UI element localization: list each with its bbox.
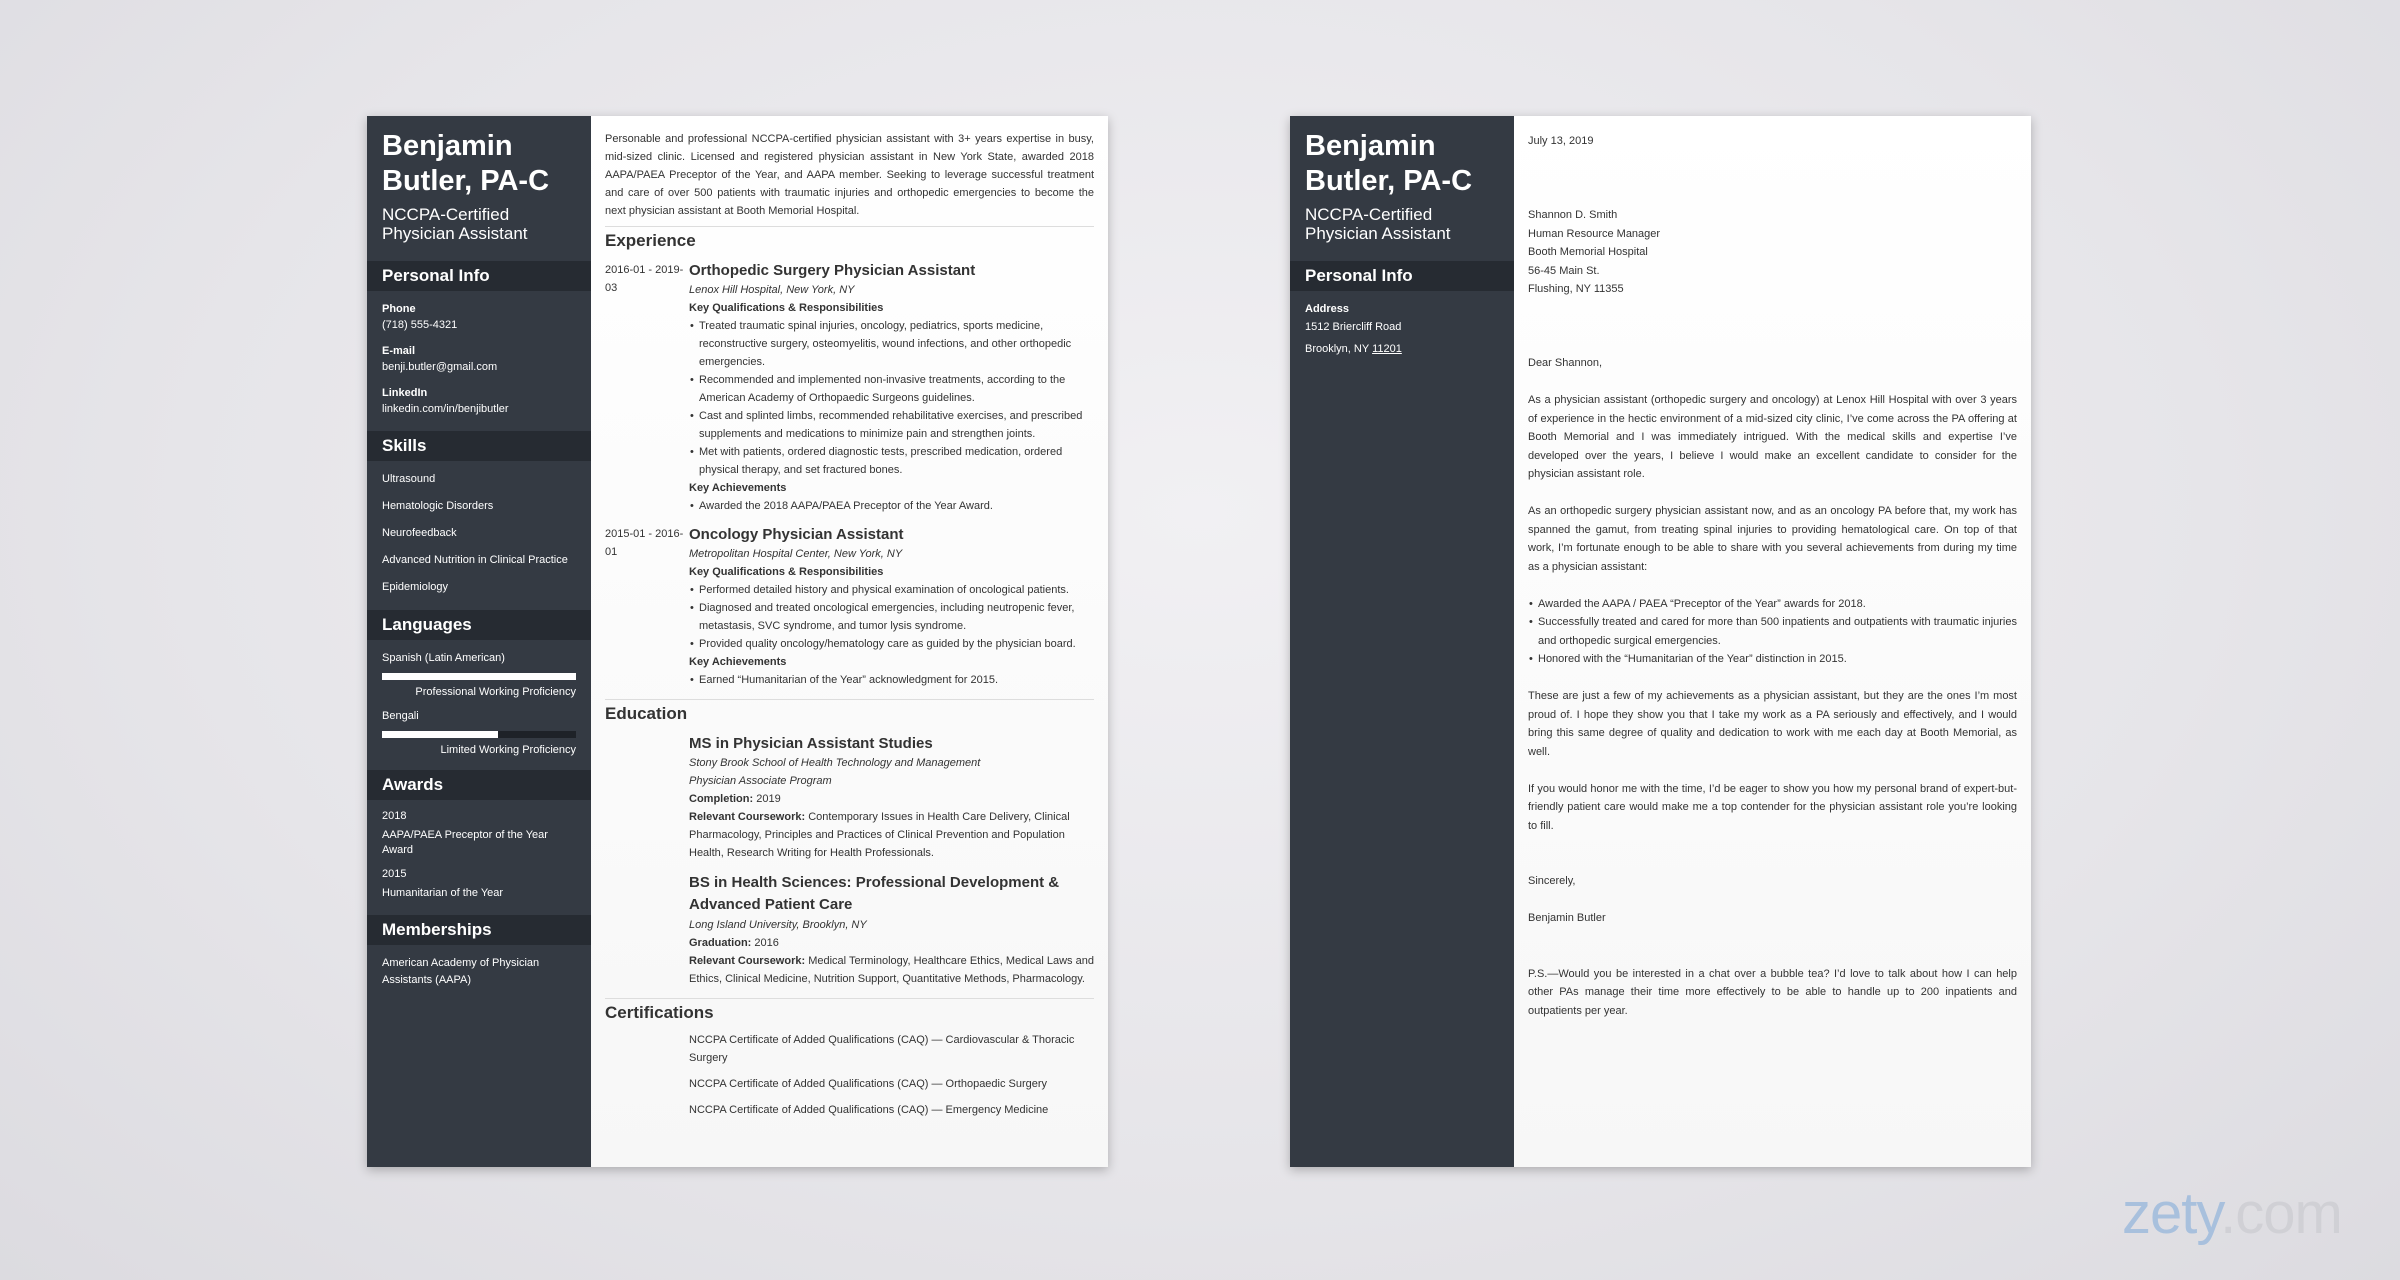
job-achievement: • Awarded the 2018 AAPA/PAEA Preceptor of the Year Award. [699,497,1094,515]
job-company: Lenox Hill Hospital, New York, NY [689,284,855,296]
experience-heading: Experience [605,226,1094,255]
letter-date: July 13, 2019 [1528,135,1594,147]
language-name: Bengali [382,710,419,722]
award-name: Humanitarian of the Year [382,887,504,899]
coursework-label: Relevant Coursework: [689,955,806,967]
address-zip: 11201 [1372,343,1402,355]
coursework-value: Contemporary Issues in Health Care Delivery, Clinical Pharmacology, Principles and Practices of Clinical Prevention and Population Health, Research Writing for Health Professionals. [689,811,1070,859]
job-title: Orthopedic Surgery Physician Assistant [689,262,976,279]
languages-heading: Languages [367,610,591,640]
letter-paragraph: If you would honor me with the time, I’d be eager to show you how my personal brand of expert-but-friendly patient care would make me a top contender for the physician assistant role you’re looking to fill. [1528,782,2017,832]
address-line: Brooklyn, NY 11201 [1305,343,1402,355]
letter-paragraph: As a physician assistant (orthopedic surgery and oncology) at Lenox Hill Hospital with over 3 years of experience in the hectic environment of a mid-sized city clinic, I’ve come across the PA offering at Booth Memorial and I was immediately intrigued. With the medical skills and expertise I’ve developed over the years, I believe I would make an excellent candidate to consider for the physician assistant role. [1528,394,2017,480]
job-entry [591,255,1108,519]
language-level: Limited Working Proficiency [440,744,576,756]
graduation-label: Graduation: [689,937,752,949]
letter-title: NCCPA-Certified Physician Assistant [1305,205,1451,243]
language-name: Spanish (Latin American) [382,652,505,664]
skill-item: Hematologic Disorders [382,500,494,512]
letter-bullet: • Successfully treated and cared for more than 500 inpatients and outpatients with traumatic injuries and orthopedic surgical emergencies. [1538,613,2017,650]
degree: BS in Health Sciences: Professional Development & Advanced Patient Care [689,874,1060,913]
school: Long Island University, Brooklyn, NY [689,919,867,931]
letter-bullet: • Awarded the AAPA / PAEA “Preceptor of the Year” awards for 2018. [1538,595,2017,614]
job-achievement: • Earned “Humanitarian of the Year” acknowledgment for 2015. [699,671,1094,689]
letter-body [1514,116,2031,1036]
address-label: Address [1305,303,1350,315]
resume-page [367,116,1108,1167]
job-bullet: • Recommended and implemented non-invasive treatments, according to the American Academy of Orthopaedic Surgeons guidelines. [699,371,1094,407]
school: Stony Brook School of Health Technology and Management [689,757,981,769]
job-bullet: • Diagnosed and treated oncological emergencies, including neutropenic fever, metastasis, SVC syndrome, and tumor lysis syndrome. [699,599,1094,635]
job-bullet: • Treated traumatic spinal injuries, oncology, pediatrics, sports medicine, reconstructive surgery, osteomyelitis, wound infections, and other orthopedic emergencies. [699,317,1094,371]
recipient-line: Flushing, NY 11355 [1528,283,1624,295]
memberships-heading: Memberships [367,915,591,945]
letter-paragraph: As an orthopedic surgery physician assistant now, and as an oncology PA before that, my work has spanned the gamut, from treating spinal injuries to providing hematological care. On top of that work, I’m fortunate enough to be able to share with you several achievements from during my time as a physician assistant: [1528,505,2017,573]
degree: MS in Physician Assistant Studies [689,735,933,752]
recipient-line: Shannon D. Smith [1528,209,1618,221]
job-bullet: • Met with patients, ordered diagnostic tests, prescribed medication, ordered physical therapy, and set fractured bones. [699,443,1094,479]
letter-signature: Benjamin Butler [1528,912,1606,924]
personal-info-heading: Personal Info [367,261,591,291]
job-qual-heading: Key Qualifications & Responsibilities [689,566,884,578]
letter-paragraph: These are just a few of my achievements as a physician assistant, but they are the ones I’m most proud of. I hope they show you that I take my work as a PA seriously and effectively, and I would bring this same degree of quality and dedication to work with me each day at Booth Memorial, as well. [1528,690,2017,758]
resume-main [591,116,1108,1167]
award-name: AAPA/PAEA Preceptor of the Year Award [382,829,548,856]
skill-item: Ultrasound [382,473,436,485]
linkedin-value: linkedin.com/in/benjibutler [382,403,509,415]
letter-sidebar [1290,116,1514,1167]
resume-title: NCCPA-Certified Physician Assistant [382,205,528,243]
award-year: 2018 [382,810,407,822]
job-bullet: • Provided quality oncology/hematology care as guided by the physician board. [699,635,1094,653]
awards-heading: Awards [367,770,591,800]
email-label: E-mail [382,345,416,357]
skill-item: Advanced Nutrition in Clinical Practice [382,554,568,566]
recipient-line: 56-45 Main St. [1528,264,1600,277]
letter-main [1514,116,2031,1167]
job-date: 2015-01 - 2016-01 [605,528,684,558]
resume-sidebar [367,116,591,1167]
graduation-value: 2016 [754,937,779,949]
address-line: 1512 Briercliff Road [1305,321,1402,333]
summary: Personable and professional NCCPA-certified physician assistant with 3+ years expertise in busy, mid-sized clinic. Licensed and registered physician assistant in New York State, awarded 2018 AAPA/PAEA Preceptor of the Year, and AAPA member. Seeking to leverage successful treatment and care of over 500 patients with traumatic injuries and orthopedic emergencies to become the next physician assistant at Booth Memorial Hospital. [605,133,1094,217]
letter-closing: Sincerely, [1528,875,1576,887]
linkedin-label: LinkedIn [382,387,428,399]
job-company: Metropolitan Hospital Center, New York, NY [689,548,903,560]
skill-item: Epidemiology [382,581,449,593]
resume-name: Benjamin Butler, PA-C [382,130,550,197]
education-entry [591,728,1108,866]
language-level-fill [382,731,498,738]
letter-postscript: P.S.—Would you be interested in a chat over a bubble tea? I’d love to talk about how I can help other PAs manage their time more effectively to be able to handle up to 200 inpatients and outpatients per year. [1528,967,2017,1017]
letter-personal-info-heading: Personal Info [1290,261,1514,291]
skill-item: Neurofeedback [382,527,457,539]
phone-label: Phone [382,303,416,315]
letter-bullet: • Honored with the “Humanitarian of the Year” distinction in 2015. [1538,650,2017,669]
job-title: Oncology Physician Assistant [689,526,904,543]
language-level-bar [382,673,576,680]
job-entry [591,519,1108,693]
program: Physician Associate Program [689,775,832,787]
skills-heading: Skills [367,431,591,461]
education-entry [591,866,1108,992]
phone-value: (718) 555-4321 [382,319,458,331]
recipient-line: Booth Memorial Hospital [1528,246,1648,258]
cover-letter-page [1290,116,2031,1167]
job-ach-heading: Key Achievements [689,482,787,494]
language-level: Professional Working Proficiency [415,686,576,698]
job-bullet: • Performed detailed history and physical examination of oncological patients. [699,581,1094,599]
language-level-fill [382,673,576,680]
zety-logo: zety.com [2122,1181,2342,1246]
job-bullet: • Cast and splinted limbs, recommended rehabilitative exercises, and prescribed supplements and medications to minimize pain and strengthen joints. [699,407,1094,443]
certification-item: NCCPA Certificate of Added Qualifications (CAQ) — Cardiovascular & Thoracic Surgery [689,1034,1075,1064]
membership-item: American Academy of Physician Assistants (AAPA) [382,957,540,986]
education-heading: Education [605,699,1094,728]
certification-item: NCCPA Certificate of Added Qualifications (CAQ) — Orthopaedic Surgery [689,1078,1048,1090]
recipient-line: Human Resource Manager [1528,227,1661,240]
job-ach-heading: Key Achievements [689,656,787,668]
completion-label: Completion: [689,793,754,805]
coursework-label: Relevant Coursework: [689,811,806,823]
job-qual-heading: Key Qualifications & Responsibilities [689,302,884,314]
completion-value: 2019 [756,793,781,805]
award-year: 2015 [382,868,407,880]
letter-greeting: Dear Shannon, [1528,357,1602,369]
job-date: 2016-01 - 2019-03 [605,264,684,294]
certification-item: NCCPA Certificate of Added Qualifications (CAQ) — Emergency Medicine [689,1104,1049,1116]
language-level-bar [382,731,576,738]
coursework-value: Medical Terminology, Healthcare Ethics, Medical Laws and Ethics, Clinical Medicine, Nutrition Support, Quantitative Methods, Pharmacology. [689,955,1094,985]
letter-name: Benjamin Butler, PA-C [1305,130,1473,197]
certifications-heading: Certifications [605,998,1094,1027]
email-value: benji.butler@gmail.com [382,361,498,373]
